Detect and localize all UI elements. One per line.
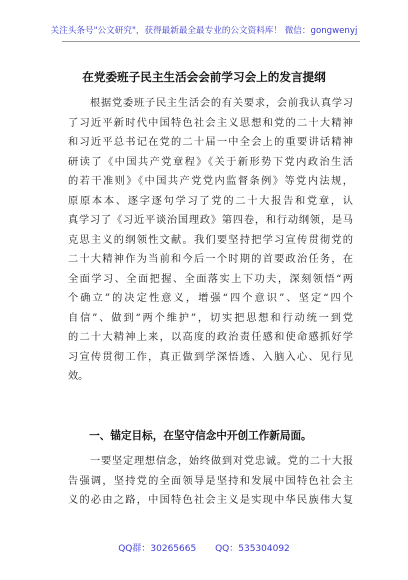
- document-title: 在党委班子民主生活会会前学习会上的发言提纲: [82, 70, 326, 84]
- paragraph-line: 了习近平新时代中国特色社会主义思想和党的二十大精神: [68, 117, 353, 129]
- paragraph-line: 根据党委班子民主生活会的有关要求，会前我认真学习: [68, 98, 353, 109]
- paragraph-line: 习宣传贯彻工作，真正做到学深悟透、入脑入心、见行见: [68, 351, 353, 363]
- paragraph-line: 克思主义的纲领性文献。我们要坚持把学习宣传贯彻党的: [68, 234, 353, 246]
- footer-contact: [0, 541, 408, 554]
- paragraph-line: 效。: [68, 371, 89, 382]
- paragraph-line: 个确立”的决定性意义，增强“四个意识”、坚定“四个: [68, 293, 353, 304]
- paragraph-2: [68, 452, 353, 511]
- header-divider: [62, 41, 360, 42]
- paragraph-line: 和习近平总书记在党的二十届一中全会上的重要讲话精神: [68, 137, 353, 148]
- paragraph-line: 原原本本、逐字逐句学习了党的二十大报告和党章，认: [68, 195, 353, 207]
- paragraph-line: 真学习了《习近平谈治国理政》第四卷，和行动纲领，是马: [68, 215, 353, 226]
- paragraph-line: 的若干准则》《中国共产党党内监督条例》等党内法规，: [68, 176, 353, 187]
- footer-qq-number: QQ：535304092: [215, 544, 290, 554]
- paragraph-line: 的二十大精神上来，以高度的政治责任感和使命感抓好学: [68, 332, 353, 343]
- paragraph-line: 一要坚定理想信念，始终做到对党忠诚。党的二十大报: [68, 456, 353, 467]
- paragraph-line: 研读了《中国共产党章程》《关于新形势下党内政治生活: [68, 156, 353, 168]
- paragraph-line: 自信”、做到“两个维护”，切实把思想和行动统一到党: [68, 312, 353, 324]
- footer-qq-group: QQ群：30265665: [118, 544, 197, 554]
- section-heading: 一、锚定目标，在坚守信念中开创工作新局面。: [68, 430, 312, 442]
- paragraph-line: 告强调，坚持党的全面领导是坚持和发展中国特色社会主: [68, 475, 353, 487]
- paragraph-line: 义的必由之路，中国特色社会主义是实现中华民族伟大复: [68, 495, 353, 506]
- paragraph-line: 二十大精神作为当前和今后一个时期的首要政治任务，在: [68, 254, 353, 265]
- paragraph-line: 全面学习、全面把握、全面落实上下功夫，深刻领悟“两: [68, 273, 353, 285]
- header-promo-text: 关注头条号"公文研究"，获得最新最全最专业的公文资料库！ 微信：gongwenyj: [50, 26, 358, 36]
- paragraph-1: [68, 94, 353, 387]
